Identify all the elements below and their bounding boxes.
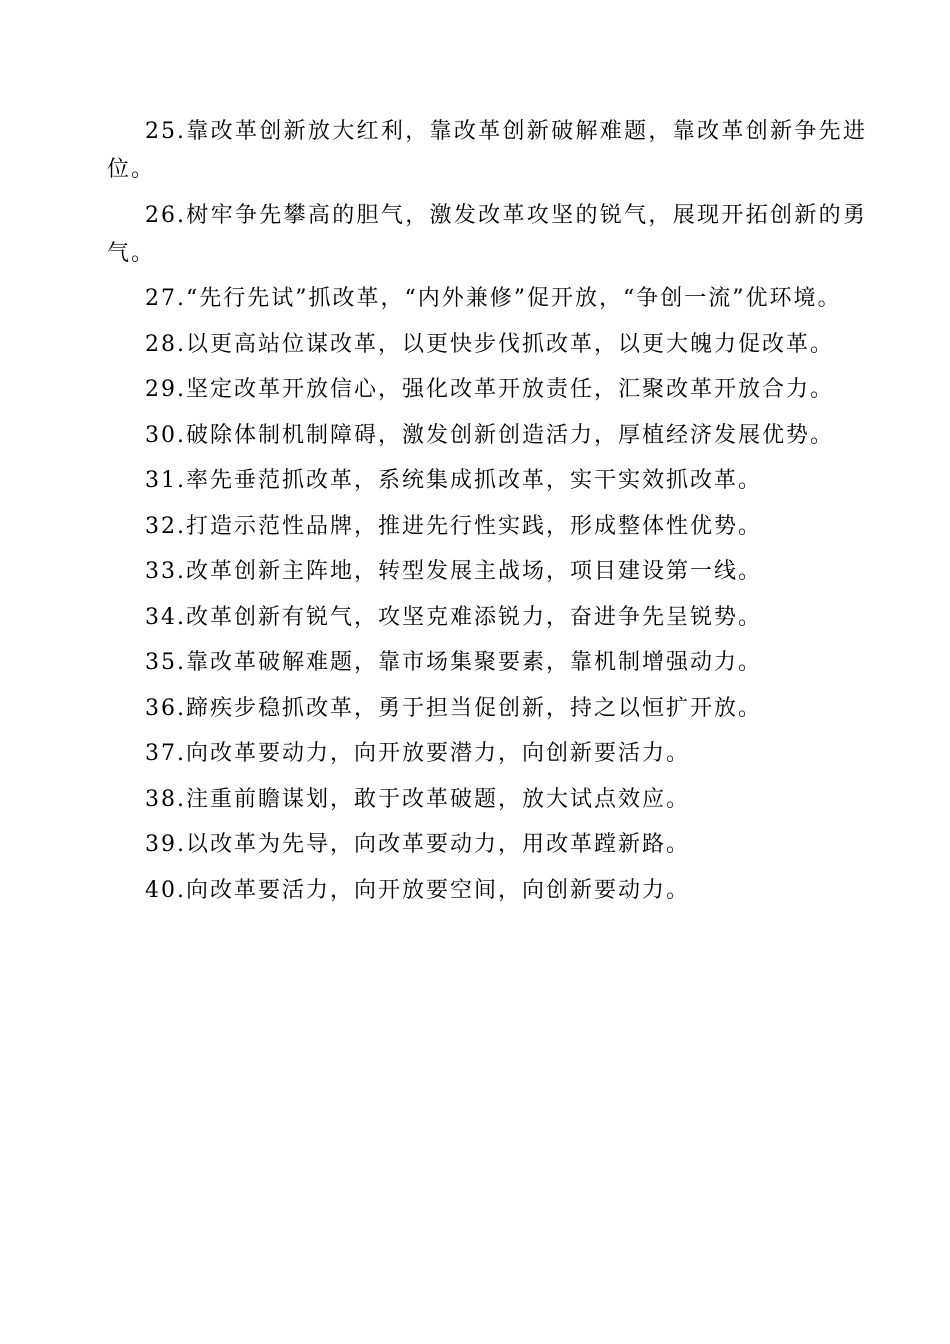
slogan-item-34: 34.改革创新有锐气，攻坚克难添锐力，奋进争先呈锐势。 bbox=[145, 604, 762, 630]
slogan-item-33: 33.改革创新主阵地，转型发展主战场，项目建设第一线。 bbox=[145, 559, 762, 584]
slogan-list bbox=[107, 113, 867, 917]
slogan-item-29: 29.坚定改革开放信心，强化改革开放责任，汇聚改革开放合力。 bbox=[145, 377, 834, 402]
slogan-item-27: 27.“先行先试”抓改革，“内外兼修”促开放，“争创一流”优环境。 bbox=[145, 286, 842, 311]
slogan-item-39: 39.以改革为先导，向改革要动力，用改革蹚新路。 bbox=[145, 832, 690, 857]
slogan-item-37: 37.向改革要动力，向开放要潜力，向创新要活力。 bbox=[145, 741, 690, 766]
slogan-item-38: 38.注重前瞻谋划，敢于改革破题，放大试点效应。 bbox=[145, 786, 690, 812]
slogan-item-28: 28.以更高站位谋改革，以更快步伐抓改革，以更大魄力促改革。 bbox=[145, 331, 834, 357]
slogan-item-32: 32.打造示范性品牌，推进先行性实践，形成整体性优势。 bbox=[145, 513, 762, 539]
slogan-item-26: 26.树牢争先攀高的胆气，激发改革攻坚的锐气，展现开拓创新的勇气。 bbox=[107, 202, 867, 266]
slogan-item-40: 40.向改革要活力，向开放要空间，向创新要动力。 bbox=[145, 877, 690, 903]
slogan-item-36: 36.蹄疾步稳抓改革，勇于担当促创新，持之以恒扩开放。 bbox=[145, 695, 762, 721]
slogan-item-31: 31.率先垂范抓改革，系统集成抓改革，实干实效抓改革。 bbox=[145, 468, 762, 493]
slogan-item-30: 30.破除体制机制障碍，激发创新创造活力，厚植经济发展优势。 bbox=[145, 422, 834, 448]
slogan-item-25: 25.靠改革创新放大红利，靠改革创新破解难题，靠改革创新争先进位。 bbox=[107, 119, 867, 182]
slogan-item-35: 35.靠改革破解难题，靠市场集聚要素，靠机制增强动力。 bbox=[145, 650, 762, 675]
